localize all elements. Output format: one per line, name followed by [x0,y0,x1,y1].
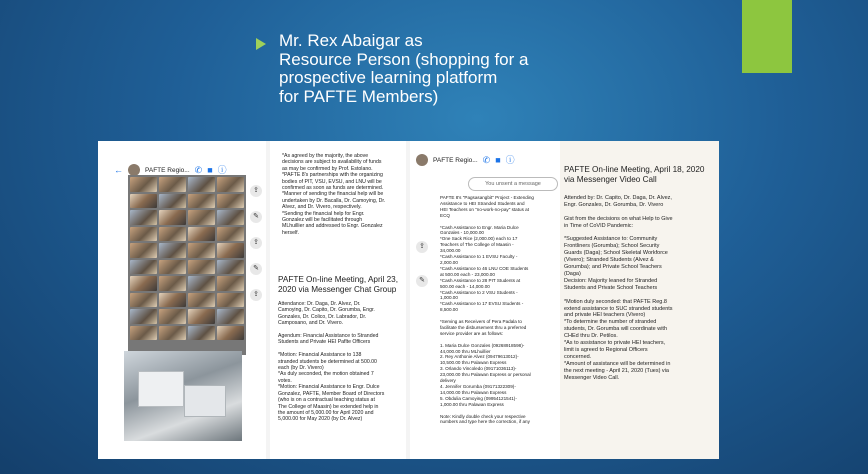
video-tile [130,210,157,225]
video-tile [130,309,157,324]
text-line: Attendance: Dr. Daga, Dr. Alvez, Dr. [278,301,361,307]
meeting-notes-panel [560,141,719,459]
video-tile [217,260,244,275]
text-line: Attended by: Dr. Capito, Dr. Daga, Dr. Alvez, [564,195,672,201]
text-line: *Sending the financial help for Engr. [282,210,365,217]
text-line: extend assistance to SUC stranded students [564,305,673,312]
video-tile [217,177,244,192]
text-line: Agendum: Financial Assistance to Stranded [278,333,379,340]
text-line: bodies of PIT, VSU, EVSU, and LNU will be [282,178,382,185]
text-line: concerned. [564,353,592,360]
text-line: each (by Dr. Vivero) [278,365,324,372]
text-line: Assistance to HEI Stranded Students and [440,200,525,206]
text-line: service provider are as follows: [440,330,504,336]
text-line: PAFTE 8's "Pagsasangbit" Project - Extending [440,195,534,200]
text-line: *Cash Assistance to 1 EVSU Faculty - [440,254,518,260]
video-camera-icon[interactable]: ■ [207,165,213,175]
video-tile [130,194,157,209]
share-icon[interactable]: ⇪ [416,241,428,253]
text-line: Guards (Daga); School Skeletal Workforce [564,250,668,257]
video-tile [159,309,186,324]
text-line: 5. Obdulia Camoying (09954121541)- [440,395,517,401]
text-line: CHEd thru Dr. Petilos. [564,333,618,340]
text-line: 2. Rey Anthonie Alvez (09479613012)- [440,354,519,360]
text-line: as may be confirmed by Prof. Estolano. [282,165,373,172]
video-tile [217,194,244,209]
title-line: Mr. Rex Abaigar as [279,31,423,50]
share-icon[interactable]: ⇪ [250,289,262,301]
meeting-title: PAFTE On-line Meeting, April 18, 2020 via Messenger Video Call [564,165,705,184]
share-icon[interactable]: ⇪ [250,237,262,249]
text-line: MLhuillier and addressed to Engr. Gonzalez [282,223,383,230]
text-line: *Manner of sending the financial help will be [282,191,384,198]
text-line: 1,000.00 thru Palawan Express [440,401,504,407]
text-line: at 500.00 each - 23,000.00 [440,271,495,277]
text-line: Students and Private School Teachers [564,284,658,291]
text-line: 23,000.00 thru Palawan Express or personal [440,372,531,378]
text-line: *To determine the number of stranded [564,319,657,326]
text-line: and private HEI teachers (Vivero) [564,312,646,319]
meeting-body [278,301,402,423]
text-line: Engr. Gonzales, Dr. Gorumba, Dr. Vivero [564,201,664,208]
video-camera-icon[interactable]: ■ [495,155,501,165]
video-tile [159,194,186,209]
slide-title [279,32,609,106]
text-line: (who is on a contractual teaching status at [278,397,375,404]
avatar [416,154,428,166]
video-tile [217,309,244,324]
chat-name[interactable]: PAFTE Regio... [433,156,478,164]
text-line: *Serving as Receivers of Pera Padala to [440,319,522,325]
text-line: *Motion: Financial Assistance to 138 [278,352,362,359]
edit-icon[interactable]: ✎ [250,263,262,275]
message-action-icons [416,241,428,309]
video-tile [217,276,244,291]
text-line: 500.00 each - 14,000.00 [440,283,490,289]
text-line: Camposano, and Dr. Vivero. [278,320,344,327]
text-line [564,230,714,237]
text-line: 5,000.00 for May 2020 (by Dr. Alvez) [278,416,363,423]
video-tile [130,243,157,258]
video-tile [217,227,244,242]
text-line: limit is agreed to Regional Officers [564,346,648,353]
text-line: undertaken by Dr. Bacalla, Dr. Camoying, Dr. [282,197,386,204]
accent-square [742,0,792,73]
info-icon[interactable]: ⓘ [505,155,515,165]
text-line: *Cash Assistance to 2 VSU Students - [440,289,518,295]
text-line: 1,000.00 [440,295,458,301]
video-tile [130,177,157,192]
video-tile [188,210,215,225]
text-line: facilitate the disbursement thru a preferred [440,324,527,330]
video-tile [217,243,244,258]
text-line: Gonzales, Dr. Colico, Dr. Labrador, Dr. [278,313,367,320]
video-tile [217,326,244,341]
video-tile [188,243,215,258]
text-line: decisions are subject to availability of funds [282,159,382,166]
text-line: ECQ [440,212,450,218]
video-tile [188,260,215,275]
text-line: delivery [440,378,456,384]
text-line: Gonzalez will be facilitated through [282,217,363,224]
text-line: The College of Maasin) be extended help in [278,403,379,410]
text-line: 34,000.00 [440,248,461,254]
text-line: *Amount of assistance will be determined in [564,360,671,367]
video-participant-grid [128,175,246,355]
text-line: *Motion duly seconded: that PAFTE Reg.8 [564,298,667,305]
text-line: *PAFTE 8's partnerships with the organizing [282,172,383,179]
text-line: (Vivero); Stranded Students (Alvez & [564,257,654,264]
messenger-screenshot-collage [98,141,719,459]
message-text [282,153,404,236]
text-line: 8,500.00 [440,307,458,313]
bullet-arrow-icon [256,38,266,50]
text-line: (Daga) [564,270,581,277]
text-line: Gonzales - 10,000.00 [440,230,484,236]
title-line: prospective learning platform [279,68,498,87]
text-line: 10,500.00 thru Palawan Express [440,360,507,366]
text-line: 1. Maria Dulce Gonzales (09268918598)- [440,342,525,348]
text-line [564,292,714,299]
text-line: 44,000.00 thru MLhuillier [440,348,491,354]
text-line: the next meeting - April 21, 2020 (Tues) via [564,367,669,374]
text-line: Gonzalez, PAFTE, Member Board of Directors [278,390,385,397]
video-tile [130,276,157,291]
text-line: *Motion: Financial Assistance to Engr. Dulce [278,384,380,391]
text-line: votes. [278,377,292,384]
text-line: *Cash Assistance to 28 PIT Students at [440,277,521,283]
text-line [564,209,714,216]
chat-message-panel [270,141,406,459]
video-tile [130,293,157,308]
text-line: *Cash Assistance to 17 EVSU Students - [440,301,524,307]
meeting-card [278,275,402,423]
text-line: Frontliners (Gorumba); School Security [564,243,660,250]
text-line: Decision: Majority leaned for Stranded [564,277,658,284]
text-line: stranded students be determined at 500.00 [278,358,377,365]
video-tile [159,210,186,225]
text-line: *As agreed by the majority, the above [282,153,369,159]
text-line: confirmed as soon as funds are determined. [282,185,384,192]
video-tile [159,293,186,308]
text-line: Students and Private HEI Paflte Officers [278,339,371,346]
video-tile [188,177,215,192]
video-tile [188,293,215,308]
text-line: numbers and type here the correction, if any [440,419,530,425]
video-tile [188,309,215,324]
chat-message-panel [410,141,560,459]
video-tile [188,276,215,291]
text-line: in Time of CoVID Pandemic: [564,222,634,229]
text-line: students, Dr. Gorumba will coordinate with [564,326,668,333]
document-paper [184,385,226,417]
text-line: *As to assistance to private HEI teachers, [564,340,666,347]
text-line: HEI Teachers on "no-work-no-pay" status at [440,206,529,212]
video-tile [217,293,244,308]
text-line: *Suggested Assistance to: Community [564,236,658,243]
text-line: Gist from the decisions on what Help to Give [564,215,673,222]
text-line: *Cash Assistance to 46 LNU COE Students [440,265,529,271]
back-arrow-icon[interactable]: ← [114,165,123,175]
video-tile [159,326,186,341]
video-tile [159,227,186,242]
video-tile [188,227,215,242]
text-line: *One Sack Rice (2,000.00) each to 17 [440,236,518,242]
video-tile [130,227,157,242]
text-line: Camoying, Dr. Capito, Dr. Gorumba, Engr. [278,307,375,314]
video-tile [130,326,157,341]
text-line: 14,000.00 thru Palawan Express [440,389,507,395]
message-text [440,195,558,425]
document-photo [124,351,242,441]
edit-icon[interactable]: ✎ [416,275,428,287]
text-line: Note: Kindly double check your respective [440,413,526,419]
video-tile [159,276,186,291]
text-line: 3. Orlando Vincoledo (09171036113)- [440,366,517,372]
video-tile [159,260,186,275]
meeting-body [564,195,714,381]
video-tile [188,326,215,341]
message-action-icons [250,185,262,315]
chat-name[interactable]: PAFTE Regio... [145,166,190,174]
text-line: 4. Jennifer Gorumba (09171322309)- [440,384,516,389]
edit-icon[interactable]: ✎ [250,211,262,223]
chat-header [416,149,515,171]
text-line: Alvez, and Dr. Vivero, respectively. [282,204,362,211]
unsent-message-bubble: You unsent a message [468,177,558,191]
text-line: *As duly seconded, the motion obtained 7 [278,371,374,378]
document-paper [138,371,184,407]
text-line: the amount of 5,000.00 for April 2020 and [278,409,374,416]
share-icon[interactable]: ⇪ [250,185,262,197]
meeting-title: PAFTE On-line Meeting, April 23, 2020 via Messenger Chat Group [278,275,398,294]
phone-icon[interactable]: ✆ [194,165,203,175]
title-line: Resource Person (shopping for a [279,49,529,69]
title-line: for PAFTE Members) [279,86,439,106]
video-tile [188,194,215,209]
info-icon[interactable]: ⓘ [217,165,227,175]
text-line: *Cash Assistance to Engr. Maria Dulce [440,224,519,230]
text-line: herself. [282,229,300,236]
video-tile [159,177,186,192]
text-line: Messenger Video Call. [564,374,620,381]
text-line: 2,000.00 [440,259,458,265]
phone-icon[interactable]: ✆ [482,155,491,165]
text-line: Gorumba); and Private School Teachers [564,264,662,271]
text-line: Teachers of The College of Maasin - [440,242,514,248]
video-tile [159,243,186,258]
video-tile [217,210,244,225]
video-call-panel [98,141,266,459]
video-tile [130,260,157,275]
